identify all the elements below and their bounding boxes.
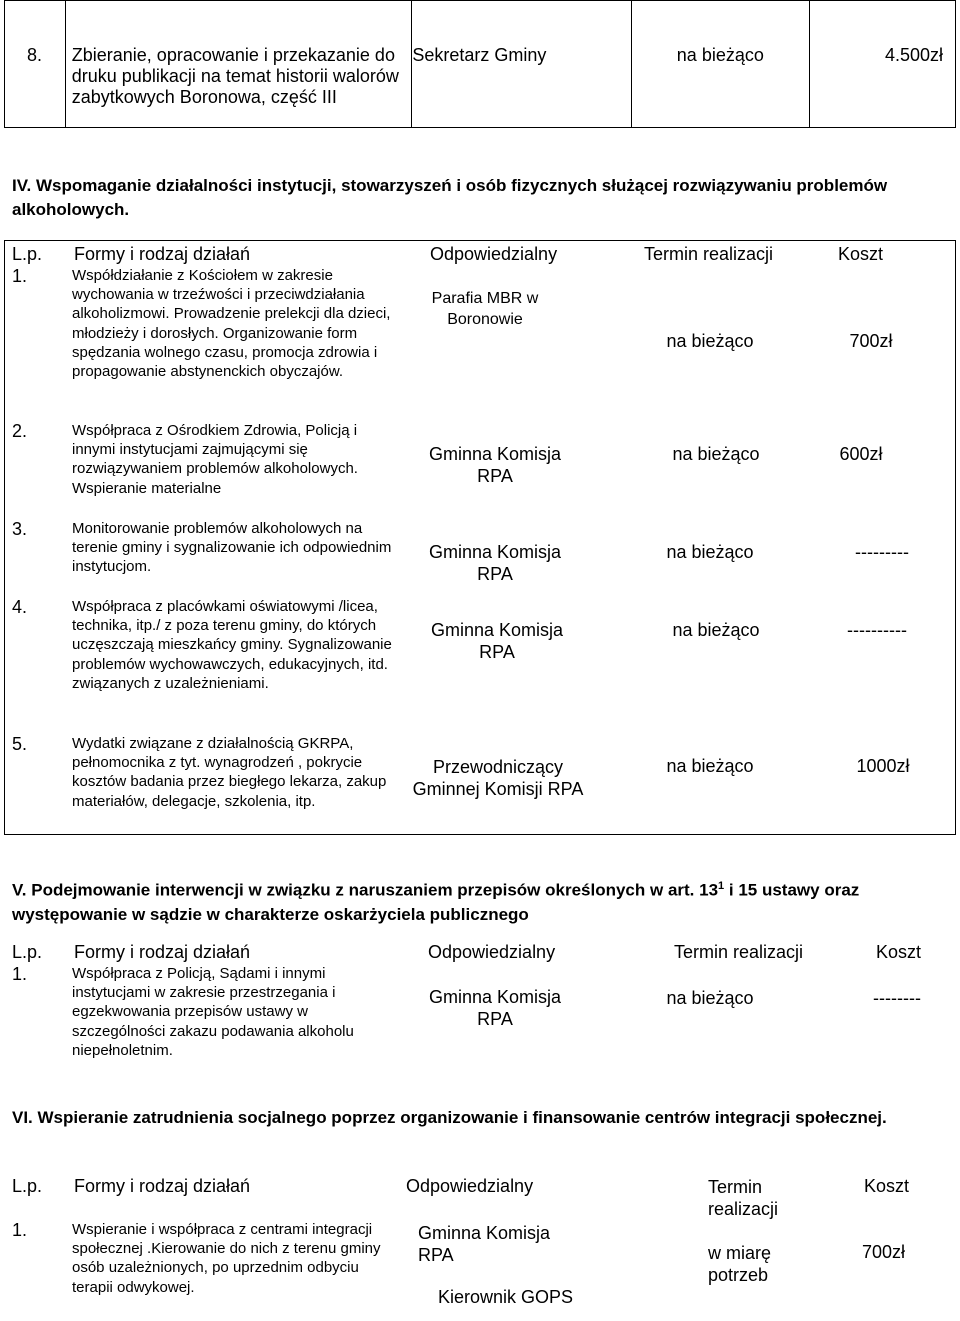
row-number: 3. — [12, 519, 28, 539]
row-form-text: Współpraca z Policją, Sądami i innymi instytucjami w zakresie przestrzegania i egzekwowania przepisów ustawy w szczególności zakazu podawania alkoholu niepełnoletnim. — [72, 965, 354, 1059]
row-responsible: Gminna Komisja RPA — [428, 987, 562, 1029]
header-cost: Koszt — [864, 1176, 910, 1196]
header-term: Termin realizacji — [674, 942, 804, 962]
responsible-cell — [412, 1, 632, 128]
row-responsible: Przewodniczący Gminnej Komisji RPA — [412, 757, 584, 799]
header-num: L.p. — [12, 942, 43, 962]
row-term: na bieżąco — [666, 331, 754, 351]
row-term: na bieżąco — [666, 542, 754, 562]
row-cost: --------- — [855, 542, 909, 562]
table-row — [5, 1, 956, 128]
row-term: na bieżąco — [666, 988, 754, 1008]
row-form-text: Monitorowanie problemów alkoholowych na terenie gminy i sygnalizowanie ich odpowiednim instytucjom. — [72, 520, 392, 576]
row-term: w miarę potrzeb — [708, 1243, 772, 1285]
row-cost: 600zł — [839, 444, 883, 464]
row-form-text: Współdziałanie z Kościołem w zakresie wychowania w trzeźwości i przeciwdziałania alkoholizmowi. Prowadzenie prelekcji dla dzieci, młodzieży i dorosłych. Organizowanie form spędzania wolnego czasu, promocja zdrowia i propagowanie abstynenckich obyczajów. — [72, 267, 391, 381]
top-table — [4, 0, 956, 128]
row-form-text: Wspieranie i współpraca z centrami integracji społecznej .Kierowanie do nich z terenu gminy osób uzależnionych, po uprzednim odbyciu terapii odwykowej. — [72, 1221, 381, 1296]
row-number: 1. — [12, 1220, 28, 1240]
row-responsible: Sekretarz Gminy — [412, 45, 547, 65]
header-form: Formy i rodzaj działań — [74, 244, 251, 264]
table-border — [4, 240, 956, 241]
section-v-title-text-end: i 15 ustawy oraz występowanie w sądzie w charakterze oskarżyciela publicznego — [12, 880, 860, 924]
row-cost: 700zł — [862, 1242, 906, 1262]
row-number: 2. — [12, 421, 28, 441]
header-num: L.p. — [12, 1176, 43, 1196]
cost-cell — [809, 1, 955, 128]
row-cost: -------- — [873, 988, 921, 1008]
row-term: na bieżąco — [676, 45, 764, 65]
row-number: 1. — [12, 266, 28, 286]
section-v-title-superscript: 1 — [718, 880, 725, 892]
section-iv-title: IV. Wspomaganie działalności instytucji, stowarzyszeń i osób fizycznych służącej rozwiązywaniu problemów alkoholowych. — [12, 176, 888, 219]
row-cost: 4.500zł — [884, 45, 943, 65]
section-v-title-text: V. Podejmowanie interwencji w związku z naruszaniem przepisów określonych w art. 13 — [12, 880, 719, 900]
header-form: Formy i rodzaj działań — [74, 1176, 251, 1196]
header-cost: Koszt — [876, 942, 922, 962]
row-term: na bieżąco — [672, 444, 760, 464]
header-cost: Koszt — [838, 244, 884, 264]
header-term: Termin realizacji — [644, 244, 774, 264]
row-responsible: Gminna Komisja RPA — [428, 444, 562, 486]
row-cost: ---------- — [847, 620, 907, 640]
table-border — [4, 834, 956, 835]
header-form: Formy i rodzaj działań — [74, 942, 251, 962]
section-vi-title: VI. Wspieranie zatrudnienia socjalnego poprzez organizowanie i finansowanie centrów integracji społecznej. — [12, 1108, 887, 1127]
section-v-title — [12, 874, 942, 927]
row-form-text: Zbieranie, opracowanie i przekazanie do druku publikacji na temat historii walorów zabytkowych Boronowa, część III — [71, 45, 399, 107]
row-responsible: Parafia MBR w Boronowie — [431, 290, 539, 328]
row-term: na bieżąco — [666, 756, 754, 776]
row-responsible: Gminna Komisja RPA — [430, 620, 564, 662]
row-form-text: Współpraca z Ośrodkiem Zdrowia, Policją i innymi instytucjami zajmującymi się rozwiązywaniem problemów alkoholowych. Wspieranie materialne — [72, 422, 358, 497]
row-responsible: Gminna Komisja RPA — [418, 1223, 551, 1265]
section-iv-table — [0, 240, 960, 835]
header-num: L.p. — [12, 244, 43, 264]
table-border — [4, 240, 5, 835]
row-number: 4. — [12, 597, 28, 617]
header-responsible: Odpowiedzialny — [428, 942, 556, 962]
row-number: 8. — [27, 45, 43, 65]
row-cost: 700zł — [849, 331, 893, 351]
row-number: 5. — [12, 734, 28, 754]
row-number: 1. — [12, 964, 28, 984]
term-cell — [631, 1, 809, 128]
row-term: na bieżąco — [672, 620, 760, 640]
form-cell — [65, 1, 412, 128]
table-border — [955, 240, 956, 835]
section-vi-table — [0, 1172, 960, 1321]
row-responsible-secondary: Kierownik GOPS — [438, 1287, 574, 1307]
row-responsible: Gminna Komisja RPA — [428, 542, 562, 584]
row-form-text: Współpraca z placówkami oświatowymi /licea, technika, itp./ z poza terenu gminy, do których uczęszczają mieszkańcy gminy. Sygnalizowanie problemów wychowawczych, edukacyjnych, itd. związanych z uzależnieniami. — [72, 598, 392, 692]
header-responsible: Odpowiedzialny — [430, 244, 558, 264]
row-number-cell — [5, 1, 66, 128]
row-form-text: Wydatki związane z działalnością GKRPA, pełnomocnika z tyt. wynagrodzeń , pokrycie kosztów badania przez biegłego lekarza, zakup materiałów, delegacje, szkolenia, itp. — [72, 735, 387, 810]
header-term: Termin realizacji — [708, 1177, 779, 1219]
section-v-table — [0, 938, 960, 1068]
header-responsible: Odpowiedzialny — [406, 1176, 534, 1196]
row-cost: 1000zł — [856, 756, 910, 776]
